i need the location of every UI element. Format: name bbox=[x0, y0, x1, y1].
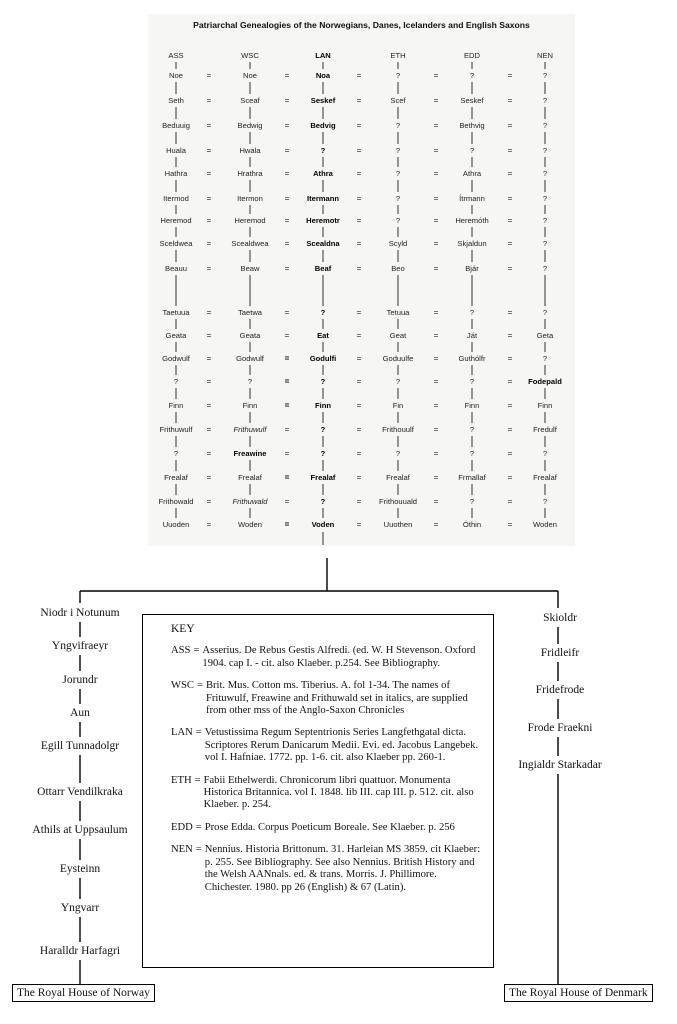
equals-sign: = bbox=[507, 497, 513, 506]
genealogy-cell: ? bbox=[542, 308, 548, 317]
equals-sign: = bbox=[433, 71, 439, 80]
genealogy-cell: Scealdna bbox=[306, 239, 340, 248]
equals-sign: = bbox=[284, 377, 290, 386]
genealogy-cell: Woden bbox=[533, 520, 557, 529]
genealogy-cell: Frealaf bbox=[533, 473, 557, 482]
genealogy-cell: Heremotr bbox=[306, 216, 340, 225]
equals-sign: = bbox=[356, 449, 362, 458]
genealogy-cell: Fredulf bbox=[533, 425, 557, 434]
genealogy-cell: ? bbox=[395, 121, 401, 130]
genealogy-cell: Bedwig bbox=[237, 121, 263, 130]
equals-sign: = bbox=[433, 308, 439, 317]
genealogy-cell: Noa bbox=[315, 71, 331, 80]
genealogy-cell: ? bbox=[320, 146, 326, 155]
genealogy-cell: ? bbox=[542, 264, 548, 273]
genealogy-cell: ? bbox=[395, 449, 401, 458]
key-abbreviation: WSC bbox=[171, 680, 194, 692]
equals-sign: = bbox=[433, 377, 439, 386]
genealogy-cell: Heremod bbox=[234, 216, 266, 225]
equals-sign: = bbox=[507, 216, 513, 225]
equals-sign: = bbox=[284, 401, 290, 410]
denmark-king: Ingialdr Starkadar bbox=[518, 759, 602, 771]
equals-sign: = bbox=[356, 354, 362, 363]
genealogy-cell: Seth bbox=[168, 96, 184, 105]
equals-sign: = bbox=[507, 146, 513, 155]
equals-sign: = bbox=[356, 194, 362, 203]
genealogy-cell: Taetwa bbox=[237, 308, 263, 317]
equals-sign: = bbox=[206, 520, 212, 529]
genealogy-cell: ? bbox=[542, 71, 548, 80]
column-header: NEN bbox=[536, 51, 554, 60]
genealogy-cell: Noe bbox=[169, 71, 183, 80]
genealogy-cell: ? bbox=[542, 354, 548, 363]
genealogy-cell: Beo bbox=[391, 264, 405, 273]
genealogy-cell: Geata bbox=[239, 331, 261, 340]
genealogy-cell: ? bbox=[469, 308, 475, 317]
equals-sign: = bbox=[507, 169, 513, 178]
genealogy-cell: Beduuig bbox=[162, 121, 190, 130]
genealogy-cell: ? bbox=[320, 449, 326, 458]
genealogy-cell: Heremóth bbox=[455, 216, 489, 225]
genealogy-cell: Frithuwulf bbox=[159, 425, 193, 434]
genealogy-cell: ? bbox=[320, 308, 326, 317]
equals-sign: = bbox=[284, 169, 290, 178]
equals-sign: = bbox=[284, 239, 290, 248]
column-header: ETH bbox=[390, 51, 406, 60]
equals-sign: = bbox=[507, 121, 513, 130]
equals-sign: = bbox=[507, 473, 513, 482]
genealogy-cell: Goduulfe bbox=[382, 354, 414, 363]
equals-sign: = bbox=[507, 377, 513, 386]
key-description: Vetustissima Regum Septentrionis Series Langfethgatal dicta. Scriptores Rerum Danicarum Medii. Evi. ed. Jacobus Langebek. vol I. Hafniae. 1772. pp. 1-6. cit. also Klaeber pp. 260-1. bbox=[204, 727, 479, 764]
genealogy-cell: ? bbox=[542, 169, 548, 178]
norway-king: Yngvifraeyr bbox=[51, 640, 109, 652]
genealogy-cell: Hrathra bbox=[237, 169, 263, 178]
genealogy-cell: ? bbox=[395, 216, 401, 225]
equals-sign: = bbox=[206, 169, 212, 178]
genealogy-cell: Finn bbox=[464, 401, 480, 410]
genealogy-cell: Frmallaf bbox=[458, 473, 486, 482]
genealogy-cell: Seskef bbox=[310, 96, 336, 105]
equals-sign: = bbox=[507, 96, 513, 105]
genealogy-cell: ? bbox=[469, 71, 475, 80]
equals-sign: = bbox=[206, 194, 212, 203]
norway-king: Aun bbox=[70, 707, 90, 719]
genealogy-cell: Hathra bbox=[164, 169, 188, 178]
equals-sign: = bbox=[206, 308, 212, 317]
equals-sign: = bbox=[284, 71, 290, 80]
key-entry bbox=[171, 727, 483, 764]
equals-sign: = bbox=[356, 239, 362, 248]
genealogy-title: Patriarchal Genealogies of the Norwegians, Danes, Icelanders and English Saxons bbox=[193, 20, 530, 30]
equals-sign: = bbox=[433, 449, 439, 458]
genealogy-cell: ? bbox=[469, 377, 475, 386]
equals-sign: = bbox=[507, 308, 513, 317]
norway-king: Niodr i Notunum bbox=[40, 607, 120, 619]
key-description: Fabii Ethelwerdi. Chronicorum libri quattuor. Monumenta Historica Britannica. vol I. 1848. lib III. cap III. p. 512. cit. also Klaeber. p. 254. bbox=[203, 774, 474, 811]
genealogy-cell: ? bbox=[395, 146, 401, 155]
genealogy-cell: Finn bbox=[168, 401, 184, 410]
genealogy-cell: ? bbox=[173, 449, 179, 458]
equals-sign: = bbox=[206, 425, 212, 434]
key-abbreviation: EDD bbox=[171, 821, 193, 833]
genealogy-cell: Geata bbox=[165, 331, 187, 340]
equals-sign: = bbox=[433, 354, 439, 363]
genealogy-cell: ? bbox=[542, 96, 548, 105]
genealogy-cell: ? bbox=[320, 377, 326, 386]
key-equals: = bbox=[195, 844, 202, 856]
key-abbreviation: ASS bbox=[171, 645, 191, 657]
genealogy-cell: ? bbox=[542, 239, 548, 248]
genealogy-cell: ? bbox=[173, 377, 179, 386]
key-equals: = bbox=[195, 821, 202, 833]
genealogy-cell: Frealaf bbox=[164, 473, 188, 482]
key-entry bbox=[171, 822, 483, 834]
key-panel bbox=[142, 614, 494, 968]
genealogy-cell: Frealaf bbox=[238, 473, 262, 482]
equals-sign: = bbox=[206, 146, 212, 155]
norway-king: Eysteinn bbox=[59, 863, 101, 875]
equals-sign: = bbox=[284, 216, 290, 225]
equals-sign: = bbox=[507, 354, 513, 363]
equals-sign: = bbox=[356, 264, 362, 273]
equals-sign: = bbox=[206, 473, 212, 482]
key-description: Asserius. De Rebus Gestis Alfredi. (ed. W. H Stevenson. Oxford 1904. cap I. - cit. also Klaeber. p.254. See Bibliography. bbox=[202, 645, 476, 669]
column-header: ASS bbox=[168, 51, 184, 60]
genealogy-cell: Scef bbox=[390, 96, 406, 105]
equals-sign: = bbox=[507, 71, 513, 80]
equals-sign: = bbox=[507, 425, 513, 434]
genealogy-cell: Beaw bbox=[240, 264, 260, 273]
genealogy-cell: ? bbox=[395, 71, 401, 80]
equals-sign: = bbox=[356, 146, 362, 155]
equals-sign: = bbox=[284, 194, 290, 203]
royal-house-denmark-box: The Royal House of Denmark bbox=[504, 984, 653, 1002]
key-entry bbox=[171, 645, 483, 670]
equals-sign: = bbox=[433, 216, 439, 225]
genealogy-cell: ? bbox=[320, 425, 326, 434]
genealogy-cell: Bedvig bbox=[310, 121, 336, 130]
equals-sign: = bbox=[206, 71, 212, 80]
genealogy-cell: Frithuwald bbox=[232, 497, 268, 506]
equals-sign: = bbox=[356, 425, 362, 434]
equals-sign: = bbox=[206, 216, 212, 225]
genealogy-cell: Beauu bbox=[165, 264, 187, 273]
genealogy-cell: Hwala bbox=[239, 146, 261, 155]
equals-sign: = bbox=[284, 425, 290, 434]
equals-sign: = bbox=[206, 377, 212, 386]
genealogy-cell: ? bbox=[542, 449, 548, 458]
genealogy-cell: Frithouulf bbox=[382, 425, 414, 434]
genealogy-cell: ? bbox=[395, 194, 401, 203]
equals-sign: = bbox=[206, 121, 212, 130]
denmark-king: Frode Fraekni bbox=[527, 722, 593, 734]
key-equals: = bbox=[193, 645, 200, 657]
equals-sign: = bbox=[356, 71, 362, 80]
key-equals: = bbox=[195, 727, 202, 739]
genealogy-cell: ? bbox=[542, 497, 548, 506]
equals-sign: = bbox=[433, 169, 439, 178]
genealogy-cell: Scyld bbox=[388, 239, 408, 248]
equals-sign: = bbox=[356, 497, 362, 506]
genealogy-cell: Fin bbox=[392, 401, 404, 410]
equals-sign: = bbox=[356, 331, 362, 340]
genealogy-cell: Huala bbox=[166, 146, 186, 155]
key-abbreviation: ETH bbox=[171, 774, 192, 786]
genealogy-cell: Frithouuald bbox=[379, 497, 417, 506]
genealogy-cell: Sceldwea bbox=[159, 239, 193, 248]
genealogy-cell: Finn bbox=[537, 401, 553, 410]
denmark-king: Skioldr bbox=[543, 612, 577, 624]
equals-sign: = bbox=[433, 473, 439, 482]
genealogy-cell: ? bbox=[542, 216, 548, 225]
equals-sign: = bbox=[206, 401, 212, 410]
genealogy-cell: Finn bbox=[314, 401, 332, 410]
equals-sign: = bbox=[433, 425, 439, 434]
norway-king: Haralldr Harfagri bbox=[39, 945, 121, 957]
genealogy-cell: Eat bbox=[317, 331, 329, 340]
equals-sign: = bbox=[284, 497, 290, 506]
norway-king: Ottarr Vendilkraka bbox=[37, 786, 123, 798]
equals-sign: = bbox=[206, 264, 212, 273]
column-header: LAN bbox=[315, 51, 331, 60]
royal-house-norway-box: The Royal House of Norway bbox=[12, 984, 155, 1002]
equals-sign: = bbox=[433, 239, 439, 248]
genealogy-cell: ? bbox=[395, 377, 401, 386]
equals-sign: = bbox=[284, 331, 290, 340]
genealogy-cell: Athra bbox=[462, 169, 482, 178]
equals-sign: = bbox=[356, 473, 362, 482]
equals-sign: = bbox=[356, 169, 362, 178]
genealogy-cell: Guthólfr bbox=[458, 354, 486, 363]
genealogy-cell: Tetuua bbox=[386, 308, 410, 317]
equals-sign: = bbox=[433, 264, 439, 273]
genealogy-cell: Bjár bbox=[465, 264, 479, 273]
equals-sign: = bbox=[284, 146, 290, 155]
equals-sign: = bbox=[507, 239, 513, 248]
key-equals: = bbox=[194, 774, 201, 786]
equals-sign: = bbox=[433, 331, 439, 340]
equals-sign: = bbox=[284, 520, 290, 529]
genealogy-cell: Godwulf bbox=[162, 354, 190, 363]
genealogy-cell: Beaf bbox=[314, 264, 332, 273]
equals-sign: = bbox=[433, 194, 439, 203]
norway-king: Athils at Uppsaulum bbox=[32, 824, 128, 836]
genealogy-cell: Frithowald bbox=[158, 497, 194, 506]
norway-king: Egill Tunnadolgr bbox=[40, 740, 120, 752]
equals-sign: = bbox=[356, 308, 362, 317]
column-header: EDD bbox=[463, 51, 481, 60]
genealogy-cell: Sceaf bbox=[240, 96, 260, 105]
equals-sign: = bbox=[507, 194, 513, 203]
genealogy-cell: Frithuwulf bbox=[233, 425, 267, 434]
equals-sign: = bbox=[507, 520, 513, 529]
genealogy-cell: Uuoden bbox=[162, 520, 190, 529]
genealogy-cell: Godwulf bbox=[236, 354, 264, 363]
equals-sign: = bbox=[433, 121, 439, 130]
equals-sign: = bbox=[356, 121, 362, 130]
equals-sign: = bbox=[507, 449, 513, 458]
key-abbreviation: LAN bbox=[171, 727, 193, 739]
key-description: Brit. Mus. Cotton ms. Tiberius. A. fol 1-34. The names of Frituwulf, Freawine and Frithuwald set in italics, are supplied from other mss of the Anglo-Saxon Chronicles bbox=[205, 680, 468, 717]
genealogy-cell: Uuothen bbox=[383, 520, 413, 529]
genealogy-cell: Itermon bbox=[237, 194, 263, 203]
equals-sign: = bbox=[206, 354, 212, 363]
genealogy-cell: Seskef bbox=[460, 96, 484, 105]
equals-sign: = bbox=[284, 473, 290, 482]
norway-king: Yngvarr bbox=[60, 902, 100, 914]
genealogy-cell: Frealaf bbox=[386, 473, 410, 482]
genealogy-cell: Bethvig bbox=[459, 121, 485, 130]
equals-sign: = bbox=[206, 449, 212, 458]
genealogy-cell: ? bbox=[469, 146, 475, 155]
genealogy-cell: Fodepald bbox=[528, 377, 562, 386]
column-header: WSC bbox=[241, 51, 259, 60]
genealogy-cell: ? bbox=[542, 194, 548, 203]
genealogy-cell: Noe bbox=[243, 71, 257, 80]
equals-sign: = bbox=[356, 520, 362, 529]
genealogy-cell: Taetuua bbox=[162, 308, 190, 317]
equals-sign: = bbox=[507, 331, 513, 340]
genealogy-cell: ? bbox=[247, 377, 253, 386]
equals-sign: = bbox=[206, 331, 212, 340]
equals-sign: = bbox=[284, 121, 290, 130]
key-entry bbox=[171, 775, 483, 812]
key-description: Prose Edda. Corpus Poeticum Boreale. See Klaeber. p. 256 bbox=[204, 821, 455, 833]
norway-king: Jorundr bbox=[62, 674, 98, 686]
genealogy-cell: ? bbox=[395, 169, 401, 178]
genealogy-cell: ? bbox=[469, 449, 475, 458]
equals-sign: = bbox=[433, 520, 439, 529]
key-description: Nennius. Historia Brittonum. 31. Harleian MS 3859. cit Klaeber: p. 255. See Bibliography. See also Nennius. British History and the Welsh AANnals. ed. & trans. Morris. J. Phillimore. Chichester. 1980. pp 26 (English) & 67 (Latin). bbox=[204, 844, 481, 893]
genealogy-cell: ? bbox=[469, 497, 475, 506]
denmark-king: Fridefrode bbox=[535, 684, 585, 696]
genealogy-cell: ? bbox=[320, 497, 326, 506]
key-abbreviation: NEN bbox=[171, 844, 193, 856]
equals-sign: = bbox=[356, 401, 362, 410]
genealogy-cell: Itermann bbox=[306, 194, 340, 203]
key-entry bbox=[171, 680, 483, 717]
genealogy-cell: Heremod bbox=[160, 216, 192, 225]
equals-sign: = bbox=[433, 146, 439, 155]
equals-sign: = bbox=[284, 308, 290, 317]
equals-sign: = bbox=[356, 216, 362, 225]
genealogy-cell: ? bbox=[469, 425, 475, 434]
genealogy-cell: ? bbox=[542, 146, 548, 155]
genealogy-cell: Godulfi bbox=[309, 354, 337, 363]
genealogy-cell: Woden bbox=[238, 520, 262, 529]
genealogy-cell: ? bbox=[542, 121, 548, 130]
equals-sign: = bbox=[433, 96, 439, 105]
genealogy-cell: Athra bbox=[313, 169, 333, 178]
denmark-king: Fridleifr bbox=[540, 647, 580, 659]
equals-sign: = bbox=[356, 96, 362, 105]
equals-sign: = bbox=[284, 354, 290, 363]
key-entry bbox=[171, 844, 483, 894]
equals-sign: = bbox=[206, 239, 212, 248]
equals-sign: = bbox=[356, 377, 362, 386]
equals-sign: = bbox=[433, 401, 439, 410]
key-heading: KEY bbox=[171, 623, 195, 635]
equals-sign: = bbox=[507, 401, 513, 410]
genealogy-cell: Scealdwea bbox=[231, 239, 269, 248]
key-equals: = bbox=[196, 680, 203, 692]
equals-sign: = bbox=[206, 497, 212, 506]
equals-sign: = bbox=[433, 497, 439, 506]
genealogy-cell: Geat bbox=[389, 331, 407, 340]
equals-sign: = bbox=[284, 264, 290, 273]
genealogy-cell: Geta bbox=[536, 331, 554, 340]
genealogy-cell: Ját bbox=[466, 331, 478, 340]
genealogy-cell: Itermod bbox=[163, 194, 189, 203]
equals-sign: = bbox=[206, 96, 212, 105]
equals-sign: = bbox=[284, 449, 290, 458]
genealogy-cell: Ítrmann bbox=[459, 194, 485, 203]
genealogy-cell: Voden bbox=[311, 520, 335, 529]
equals-sign: = bbox=[284, 96, 290, 105]
equals-sign: = bbox=[507, 264, 513, 273]
genealogy-cell: Finn bbox=[242, 401, 258, 410]
genealogy-cell: Frealaf bbox=[310, 473, 336, 482]
genealogy-cell: Óthin bbox=[462, 520, 482, 529]
genealogy-cell: Freawine bbox=[233, 449, 267, 458]
genealogy-cell: Skjaldun bbox=[457, 239, 487, 248]
